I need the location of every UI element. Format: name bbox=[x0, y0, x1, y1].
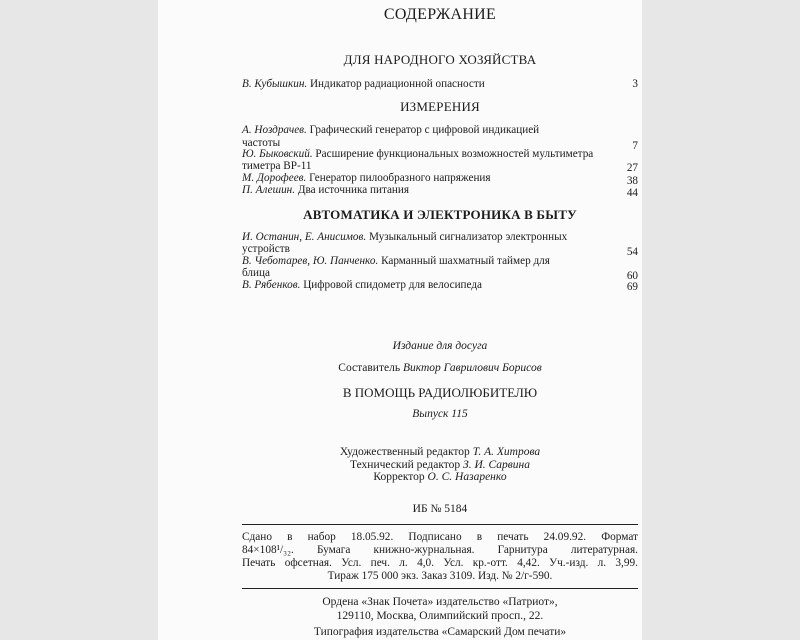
entry-page-number: 44 bbox=[626, 187, 638, 199]
issue-number: Выпуск 115 bbox=[412, 408, 468, 420]
entry-author: А. Ноздрачев. bbox=[242, 124, 307, 136]
entry-title-continuation: частоты bbox=[242, 137, 281, 149]
entry-page-number: 54 bbox=[626, 246, 638, 258]
entry-title-continuation: устройств bbox=[242, 243, 290, 255]
toc-entry bbox=[242, 184, 608, 196]
entry-author: В. Кубышкин. bbox=[242, 78, 308, 90]
art-editor-line: Художественный редактор Т. А. Хитрова bbox=[339, 446, 541, 458]
compiler-line bbox=[242, 362, 638, 374]
entry-page-number: 38 bbox=[626, 175, 638, 187]
publisher-line: Ордена «Знак Почета» издательство «Патриот», bbox=[322, 596, 558, 608]
entry-page-number: 69 bbox=[626, 281, 638, 293]
entry-author: П. Алешин. bbox=[242, 184, 296, 196]
compiler-name: Виктор Гаврилович Борисов bbox=[402, 362, 542, 374]
entry-title: Два источника питания bbox=[297, 184, 410, 196]
entry-author: И. Останин, Е. Анисимов. bbox=[242, 231, 367, 243]
edition-type: Издание для досуга bbox=[392, 340, 488, 352]
spec-line: Печать офсетная. Усл. печ. л. 4,0. Усл. кр.-отт. 4,42. Уч.-изд. л. 3,99. bbox=[242, 557, 638, 569]
entry-title-continuation: блица bbox=[242, 267, 270, 279]
toc-entry bbox=[242, 172, 608, 184]
publisher-address: 129110, Москва, Олимпийский просп., 22. bbox=[336, 610, 544, 622]
entry-title: Расширение функциональных возможностей мультиметра bbox=[315, 148, 594, 160]
entry-author: М. Дорофеев. bbox=[242, 172, 307, 184]
section-title-measurements: ИЗМЕРЕНИЯ bbox=[400, 99, 480, 114]
proofreader-line: Корректор О. С. Назаренко bbox=[373, 471, 507, 483]
toc-entry bbox=[242, 78, 608, 90]
printing-house: Типография издательства «Самарский Дом печати» bbox=[313, 626, 567, 638]
entry-title-continuation: тиметра ВР-11 bbox=[242, 160, 312, 172]
ib-number: ИБ № 5184 bbox=[412, 503, 468, 515]
section-title-economy: ДЛЯ НАРОДНОГО ХОЗЯЙСТВА bbox=[343, 52, 537, 67]
entry-page-number: 60 bbox=[626, 270, 638, 282]
spec-line: Сдано в набор 18.05.92. Подписано в печать 24.09.92. Формат bbox=[242, 531, 638, 543]
series-title: В ПОМОЩЬ РАДИОЛЮБИТЕЛЮ bbox=[342, 385, 538, 400]
toc-entry bbox=[242, 231, 608, 243]
toc-entry bbox=[242, 148, 608, 160]
spec-line: 84×108¹/₃₂. Бумага книжно-журнальная. Гарнитура литературная. bbox=[242, 544, 638, 556]
entry-title: Индикатор радиационной опасности bbox=[309, 78, 485, 90]
separator-line-top bbox=[242, 524, 638, 525]
entry-title: Карманный шахматный таймер для bbox=[381, 255, 550, 267]
entry-title: Цифровой спидометр для велосипеда bbox=[303, 279, 483, 291]
tech-editor-line: Технический редактор З. И. Сарвина bbox=[350, 459, 530, 471]
toc-entry bbox=[242, 255, 608, 267]
toc-entry bbox=[242, 124, 608, 136]
spec-line: Тираж 175 000 экз. Заказ 3109. Изд. № 2/г-590. bbox=[327, 570, 553, 582]
entry-title: Генератор пилообразного напряжения bbox=[309, 172, 491, 184]
entry-title: Музыкальный сигнализатор электронных bbox=[368, 231, 568, 243]
section-title-automation: АВТОМАТИКА И ЭЛЕКТРОНИКА В БЫТУ bbox=[303, 207, 577, 222]
separator-line-bottom bbox=[242, 588, 638, 589]
entry-page-number: 7 bbox=[632, 140, 638, 152]
entry-page-number: 3 bbox=[632, 78, 638, 90]
contents-title: СОДЕРЖАНИЕ bbox=[383, 6, 497, 23]
entry-title: Графический генератор с цифровой индикацией bbox=[309, 124, 540, 136]
toc-entry bbox=[242, 279, 608, 291]
entry-author: В. Рябенков. bbox=[242, 279, 301, 291]
entry-page-number: 27 bbox=[626, 162, 638, 174]
compiler-label: Составитель bbox=[338, 362, 401, 374]
entry-author: Ю. Быковский. bbox=[242, 148, 313, 160]
entry-author: В. Чеботарев, Ю. Панченко. bbox=[242, 255, 379, 267]
